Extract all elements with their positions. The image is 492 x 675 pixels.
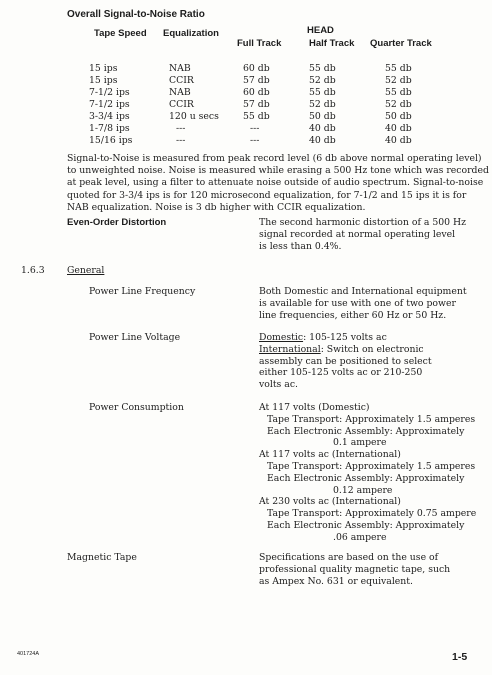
cell-eq: CCIR (169, 75, 194, 86)
spec-line: .06 ampere (333, 531, 387, 543)
international-value: : Switch on electronic (320, 343, 424, 355)
distortion-spec (259, 217, 466, 252)
cell-speed: 7-1/2 ips (89, 99, 130, 110)
spec-line: assembly can be positioned to select (259, 355, 432, 367)
page-number: 1-5 (452, 651, 468, 663)
spec-line: either 105-125 volts ac or 210-250 (259, 367, 423, 379)
spec-line: At 117 volts (Domestic) (259, 402, 370, 413)
snr-note (67, 153, 487, 214)
cell-quarter: 55 db (385, 87, 412, 98)
spec-line: Tape Transport: Approximately 1.5 amperes (267, 460, 476, 472)
power-voltage-spec (259, 332, 432, 391)
cell-full: 55 db (243, 111, 270, 122)
spec-line: Tape Transport: Approximately 1.5 amperes (267, 413, 476, 425)
spec-line: 0.12 ampere (333, 484, 393, 496)
spec-line: 0.1 ampere (333, 437, 387, 449)
power-voltage-label: Power Line Voltage (89, 332, 181, 343)
international-line (259, 344, 432, 356)
spec-line: line frequencies, either 60 Hz or 50 Hz. (259, 309, 447, 321)
section-number: 1.6.3 (21, 265, 45, 276)
cell-full: 60 db (243, 87, 270, 98)
distortion-label: Even-Order Distortion (67, 217, 167, 228)
cell-speed: 15 ips (89, 75, 118, 86)
cell-eq: NAB (169, 63, 191, 74)
cell-full: 57 db (243, 99, 270, 110)
col-equalization: Equalization (163, 28, 219, 39)
spec-line: volts ac. (259, 379, 298, 391)
note-line: to unweighted noise. Noise is measured while erasing a 500 Hz tone which was recorded (67, 165, 489, 177)
col-full-track: Full Track (237, 38, 282, 49)
spec-line: Tape Transport: Approximately 0.75 ampere (267, 508, 477, 520)
cell-eq: --- (176, 123, 186, 134)
spec-line: is less than 0.4%. (259, 240, 342, 252)
spec-line: is available for use with one of two power (259, 297, 456, 309)
cell-quarter: 52 db (385, 99, 412, 110)
cell-half: 40 db (309, 123, 336, 134)
cell-half: 40 db (309, 135, 336, 146)
spec-line: professional quality magnetic tape, such (259, 563, 451, 575)
spec-line: Both Domestic and International equipment (259, 286, 467, 297)
cell-half: 52 db (309, 99, 336, 110)
domestic-line (259, 332, 432, 344)
cell-eq: 120 u secs (169, 111, 219, 122)
snr-title: Overall Signal-to-Noise Ratio (67, 9, 205, 20)
cell-quarter: 40 db (385, 123, 412, 134)
note-line: quoted for 3-3/4 ips is for 120 microsecond equalization, for 7-1/2 and 15 ips it is for (67, 189, 467, 201)
spec-line: as Ampex No. 631 or equivalent. (259, 575, 413, 587)
cell-half: 55 db (309, 87, 336, 98)
spec-line: Each Electronic Assembly: Approximately (267, 425, 465, 437)
power-consumption-label: Power Consumption (89, 402, 184, 413)
domestic-value: : 105-125 volts ac (303, 332, 387, 343)
spec-line: At 117 volts ac (International) (259, 449, 401, 461)
cell-full: 60 db (243, 63, 270, 74)
power-frequency-label: Power Line Frequency (89, 286, 196, 297)
section-heading: General (67, 265, 105, 276)
cell-quarter: 55 db (385, 63, 412, 74)
cell-eq: --- (176, 135, 186, 146)
domestic-label: Domestic (259, 332, 304, 343)
note-line: at peak level, using a filter to attenuate noise outside of audio spectrum. Signal-to-noise (67, 177, 484, 189)
power-consumption-spec (259, 402, 476, 544)
cell-half: 55 db (309, 63, 336, 74)
spec-line: At 230 volts ac (International) (259, 496, 401, 508)
note-line: NAB equalization. Noise is 3 db higher with CCIR equalization. (67, 201, 366, 213)
spec-line: Each Electronic Assembly: Approximately (267, 472, 465, 484)
spec-line: signal recorded at normal operating level (259, 228, 456, 240)
cell-speed: 15/16 ips (89, 135, 133, 146)
spec-line: Specifications are based on the use of (259, 552, 439, 563)
cell-quarter: 50 db (385, 111, 412, 122)
doc-code: 401724A (17, 651, 40, 657)
cell-half: 50 db (309, 111, 336, 122)
cell-quarter: 40 db (385, 135, 412, 146)
spec-line: The second harmonic distortion of a 500 Hz (259, 217, 467, 228)
magnetic-tape-label: Magnetic Tape (67, 552, 137, 563)
cell-speed: 3-3/4 ips (89, 111, 130, 122)
cell-quarter: 52 db (385, 75, 412, 86)
note-line: Signal-to-Noise is measured from peak record level (6 db above normal operating level) (67, 153, 482, 164)
cell-eq: NAB (169, 87, 191, 98)
cell-full: --- (250, 135, 260, 146)
cell-eq: CCIR (169, 99, 194, 110)
international-label: International (259, 343, 321, 355)
col-quarter-track: Quarter Track (370, 38, 432, 49)
cell-speed: 7-1/2 ips (89, 87, 130, 98)
power-frequency-spec (259, 286, 467, 321)
spec-line: Each Electronic Assembly: Approximately (267, 519, 465, 531)
col-tape-speed: Tape Speed (94, 28, 147, 39)
cell-full: --- (250, 123, 260, 134)
cell-speed: 15 ips (89, 63, 118, 74)
magnetic-tape-spec (259, 552, 450, 587)
col-half-track: Half Track (309, 38, 355, 49)
cell-half: 52 db (309, 75, 336, 86)
cell-full: 57 db (243, 75, 270, 86)
cell-speed: 1-7/8 ips (89, 123, 130, 134)
col-head: HEAD (307, 25, 334, 36)
